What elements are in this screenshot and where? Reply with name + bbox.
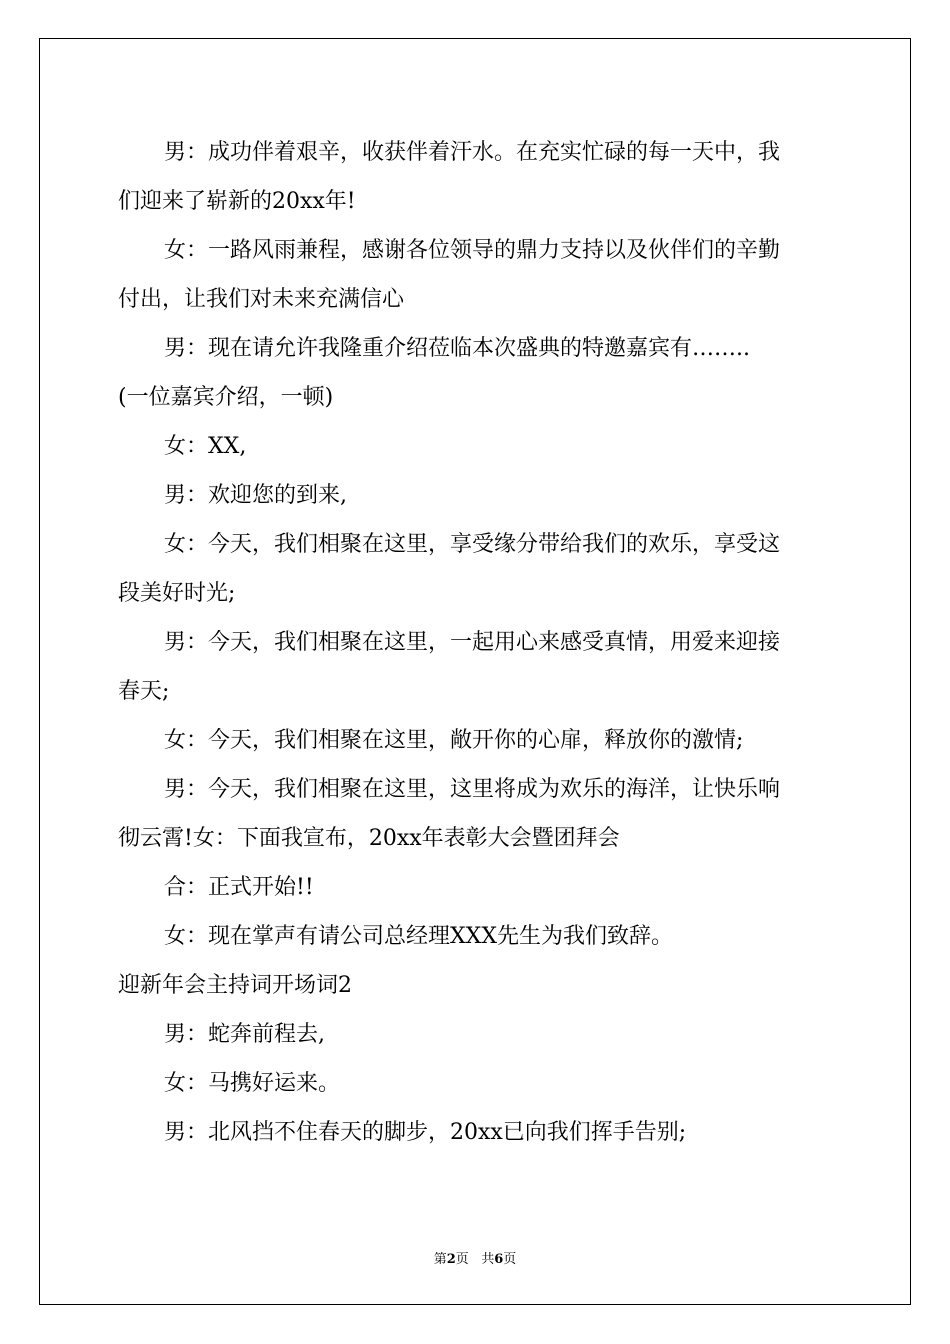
paragraph-line: 女：XX, bbox=[164, 434, 247, 459]
paragraph-line: 女：今天，我们相聚在这里，享受缘分带给我们的欢乐，享受这 bbox=[164, 532, 781, 557]
paragraph-line: 彻云霄!女：下面我宣布，20xx年表彰大会暨团拜会 bbox=[118, 826, 620, 851]
document-body bbox=[118, 128, 832, 1157]
paragraph-line: 付出，让我们对未来充满信心 bbox=[118, 287, 405, 312]
paragraph-line: 男：现在请允许我隆重介绍莅临本次盛典的特邀嘉宾有…….. bbox=[164, 336, 750, 361]
paragraph-line: 女：马携好运来。 bbox=[164, 1071, 341, 1096]
total-pages-number: 6 bbox=[494, 1252, 504, 1267]
paragraph-line: 男：今天，我们相聚在这里，这里将成为欢乐的海洋，让快乐响 bbox=[164, 777, 781, 802]
section-heading: 迎新年会主持词开场词2 bbox=[118, 973, 352, 998]
current-page-number: 2 bbox=[446, 1252, 456, 1267]
paragraph-line: 男：成功伴着艰辛，收获伴着汗水。在充实忙碌的每一天中，我 bbox=[164, 140, 781, 165]
total-prefix: 共 bbox=[481, 1252, 495, 1267]
paragraph-line: 男：北风挡不住春天的脚步，20xx已向我们挥手告别; bbox=[164, 1120, 687, 1145]
paragraph-line: 女：一路风雨兼程，感谢各位领导的鼎力支持以及伙伴们的辛勤 bbox=[164, 238, 781, 263]
page-footer bbox=[0, 1248, 950, 1267]
total-suffix: 页 bbox=[503, 1252, 517, 1267]
page-suffix: 页 bbox=[455, 1252, 469, 1267]
paragraph-line: 男：蛇奔前程去, bbox=[164, 1022, 325, 1047]
paragraph-line: 男：今天，我们相聚在这里，一起用心来感受真情，用爱来迎接 bbox=[164, 630, 781, 655]
paragraph-line: 春天; bbox=[118, 679, 170, 704]
paragraph-line: 段美好时光; bbox=[118, 581, 236, 606]
paragraph-line: 合：正式开始!! bbox=[164, 875, 314, 900]
paragraph-line: 女：今天，我们相聚在这里，敞开你的心扉，释放你的激情; bbox=[164, 728, 744, 753]
paragraph-line: 男：欢迎您的到来, bbox=[164, 483, 347, 508]
paragraph-line: (一位嘉宾介绍，一顿) bbox=[118, 385, 334, 410]
page-prefix: 第 bbox=[433, 1252, 447, 1267]
paragraph-line: 们迎来了崭新的20xx年! bbox=[118, 189, 356, 214]
paragraph-line: 女：现在掌声有请公司总经理XXX先生为我们致辞。 bbox=[164, 924, 673, 949]
